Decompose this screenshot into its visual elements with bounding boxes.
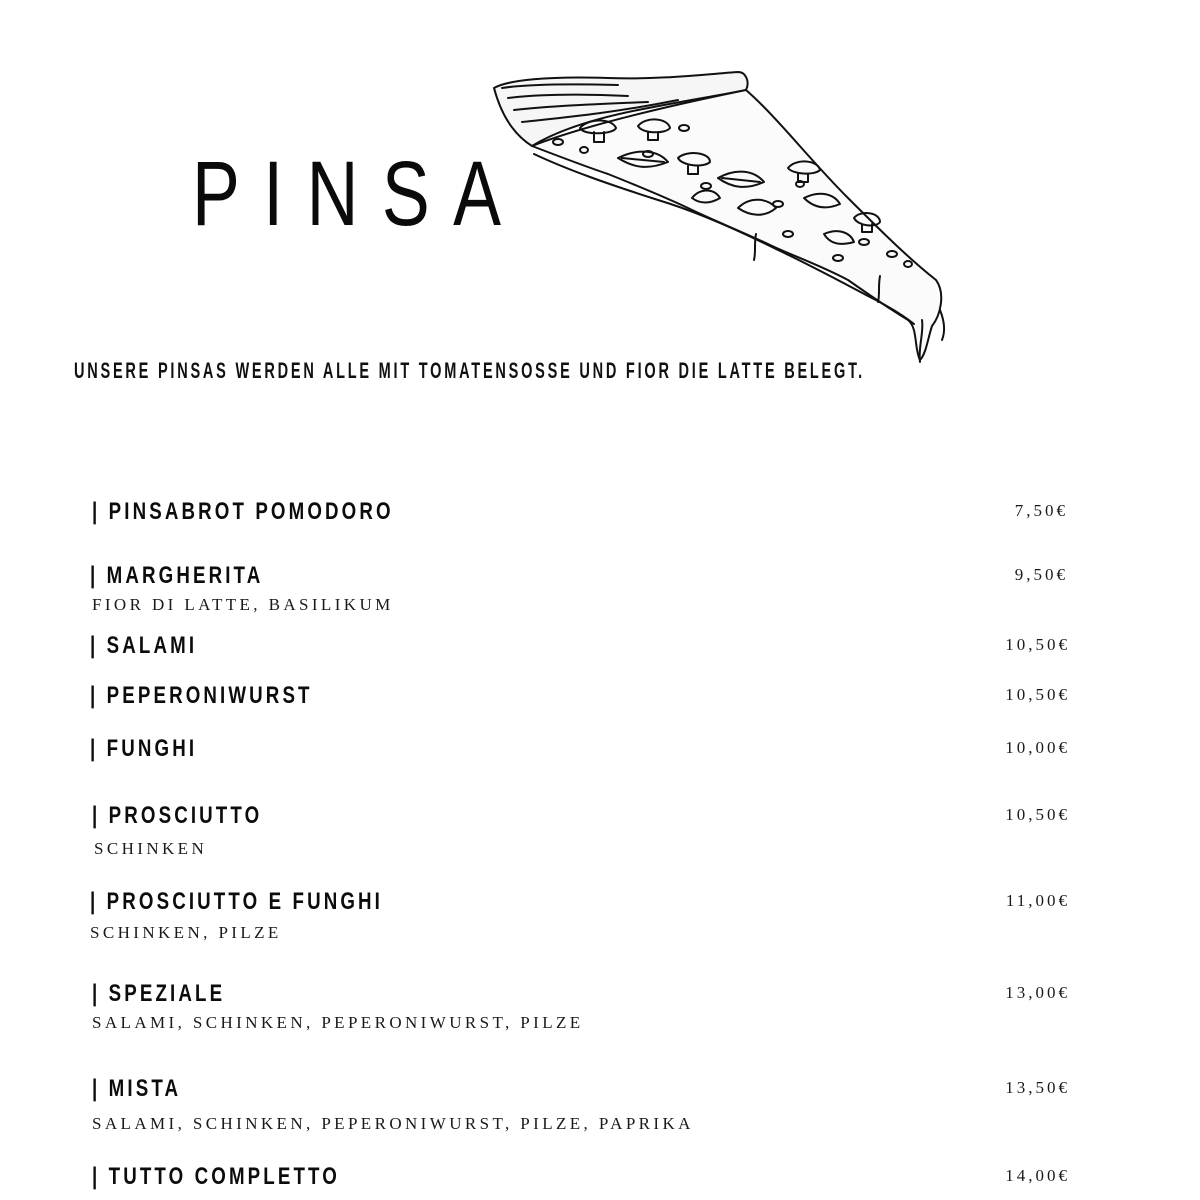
menu-item-name: | PINSABROT POMODORO (92, 498, 394, 525)
menu-item-price: 14,00€ (1005, 1166, 1070, 1185)
menu-item-price: 10,50€ (1005, 685, 1070, 704)
menu-item-name: | TUTTO COMPLETTO (92, 1163, 340, 1190)
menu-item-name: | MARGHERITA (90, 562, 264, 589)
menu-item-price: 7,50€ (1014, 501, 1068, 520)
menu-item-name: | PROSCIUTTO E FUNGHI (90, 888, 383, 915)
menu-item-description: FIOR DI LATTE, BASILIKUM (92, 595, 394, 614)
menu-item-description: SALAMI, SCHINKEN, PEPERONIWURST, PILZE, PAPRIKA (92, 1114, 694, 1133)
menu-item-name: | PROSCIUTTO (92, 802, 263, 829)
menu-item-description: SCHINKEN, PILZE (90, 923, 282, 942)
menu-item-name: | SALAMI (90, 632, 198, 659)
menu-item-description: SALAMI, SCHINKEN, PEPERONIWURST, PILZE (92, 1013, 584, 1032)
menu-subtitle: UNSERE PINSAS WERDEN ALLE MIT TOMATENSOSSE UND FIOR DIE LATTE BELEGT. (74, 358, 865, 383)
menu-item-name: | SPEZIALE (92, 980, 226, 1007)
menu-item-name: | MISTA (92, 1075, 182, 1102)
menu-item-price: 13,50€ (1005, 1078, 1070, 1097)
menu-item-price: 9,50€ (1014, 565, 1068, 584)
menu-item-name: | FUNGHI (90, 735, 198, 762)
menu-item-price: 10,50€ (1005, 805, 1070, 824)
menu-item-price: 10,00€ (1005, 738, 1070, 757)
menu-item-price: 13,00€ (1005, 983, 1070, 1002)
menu-item-description: SCHINKEN (94, 839, 208, 858)
menu-item-price: 10,50€ (1005, 635, 1070, 654)
page-title: PINSA (192, 143, 525, 245)
menu-item-name: | PEPERONIWURST (90, 682, 313, 709)
menu-item-price: 11,00€ (1005, 891, 1070, 910)
